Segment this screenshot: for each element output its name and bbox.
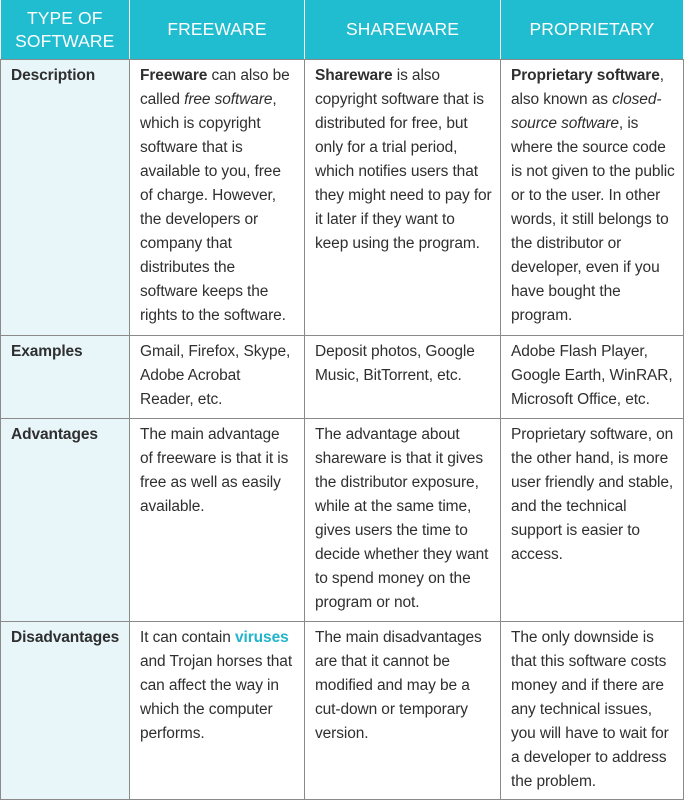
cell-proprietary-disadvantages bbox=[501, 621, 684, 800]
cell-term-italic: free software bbox=[184, 91, 273, 108]
header-freeware: FREEWARE bbox=[130, 0, 305, 60]
cell-freeware-disadvantages bbox=[130, 621, 305, 800]
cell-text: It can contain bbox=[140, 628, 236, 646]
row-label-description: Description bbox=[1, 60, 130, 336]
cell-term-bold: Proprietary software bbox=[511, 67, 660, 84]
cell-text: , which is copyright software that is available to you, free of charge. However, the developers or company that distributes the software keeps the rights to the software. bbox=[140, 91, 286, 324]
table-row-description bbox=[1, 60, 684, 336]
cell-term-bold: Freeware bbox=[140, 67, 208, 84]
cell-text: The main advantage of freeware is that it is free as well as easily available. bbox=[140, 425, 289, 515]
cell-text: The main disadvantages are that it cannot be modified and may be a cut-down or temporary version. bbox=[315, 628, 482, 742]
row-label-disadvantages: Disadvantages bbox=[1, 621, 130, 800]
cell-shareware-description bbox=[305, 60, 501, 336]
row-label-examples: Examples bbox=[1, 335, 130, 418]
cell-shareware-disadvantages bbox=[305, 621, 501, 800]
cell-shareware-advantages bbox=[305, 418, 501, 621]
cell-text: Adobe Flash Player, Google Earth, WinRAR, Microsoft Office, etc. bbox=[511, 342, 673, 408]
header-type-of-software: TYPE OF SOFTWARE bbox=[1, 0, 130, 60]
cell-text: is also copyright software that is distributed for free, but only for a trial period, which notifies users that they might need to pay for it later if they want to keep using the program. bbox=[315, 67, 492, 252]
cell-text: can also be called bbox=[140, 67, 290, 108]
table-header bbox=[1, 0, 684, 60]
cell-text: , is where the source code is not given to the public or to the user. In other words, it still belongs to the distributor or developer, even if you have bought the program. bbox=[511, 115, 675, 324]
table-row-disadvantages bbox=[1, 621, 684, 800]
cell-freeware-advantages bbox=[130, 418, 305, 621]
cell-term-italic: closed-source software bbox=[511, 91, 662, 132]
table-row-examples bbox=[1, 335, 684, 418]
cell-text: Gmail, Firefox, Skype, Adobe Acrobat Reader, etc. bbox=[140, 342, 291, 408]
cell-text: and Trojan horses that can affect the way in which the computer performs. bbox=[140, 652, 293, 742]
cell-text: Proprietary software, on the other hand, is more user friendly and stable, and the technical support is easier to access. bbox=[511, 425, 674, 563]
cell-proprietary-description bbox=[501, 60, 684, 336]
header-proprietary: PROPRIETARY bbox=[501, 0, 684, 60]
cell-text: The advantage about shareware is that it gives the distributor exposure, while at the same time, gives users the time to decide whether they want to spend money on the program or not. bbox=[315, 425, 489, 611]
cell-text: Deposit photos, Google Music, BitTorrent, etc. bbox=[315, 342, 475, 384]
cell-text: , also known as bbox=[511, 67, 664, 108]
table-row-advantages bbox=[1, 418, 684, 621]
header-row bbox=[1, 0, 684, 60]
cell-text: The only downside is that this software costs money and if there are any technical issues, you will have to wait for a developer to address the problem. bbox=[511, 628, 669, 790]
viruses-link[interactable]: viruses bbox=[235, 628, 289, 646]
cell-shareware-examples bbox=[305, 335, 501, 418]
cell-freeware-examples bbox=[130, 335, 305, 418]
cell-proprietary-advantages bbox=[501, 418, 684, 621]
row-label-advantages: Advantages bbox=[1, 418, 130, 621]
cell-term-bold: Shareware bbox=[315, 67, 393, 84]
cell-freeware-description bbox=[130, 60, 305, 336]
header-shareware: SHAREWARE bbox=[305, 0, 501, 60]
cell-proprietary-examples bbox=[501, 335, 684, 418]
table-body bbox=[1, 60, 684, 800]
